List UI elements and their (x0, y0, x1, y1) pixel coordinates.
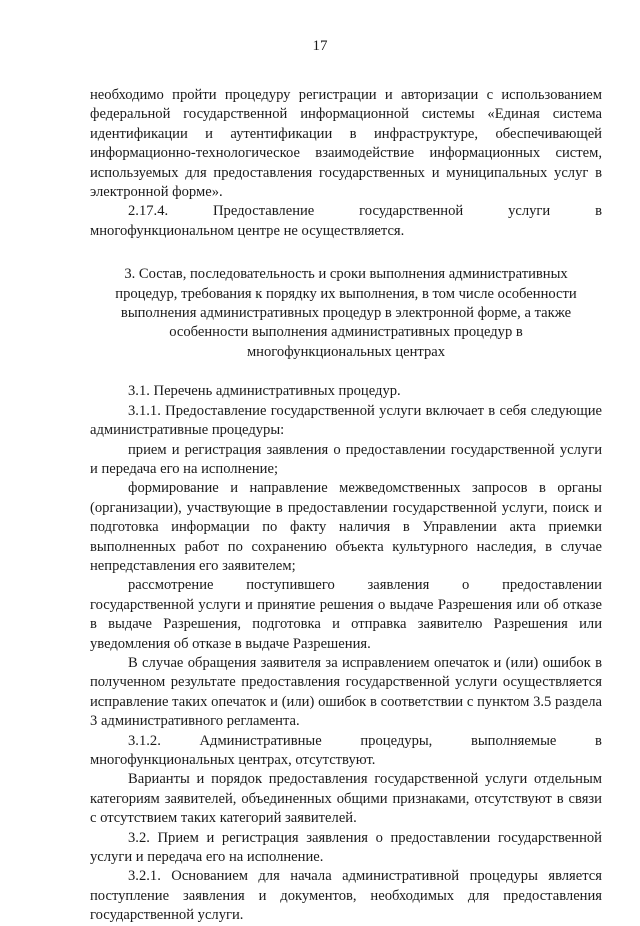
procedure-item-1: прием и регистрация заявления о предоставлении государственной услуги и передача его на исполнение; (90, 441, 602, 477)
page-number: 17 (312, 38, 328, 54)
procedure-item-3-word: предоставлении (502, 577, 602, 594)
item-2-17-4-word: услуги (508, 203, 551, 220)
paragraph-3-1-2-word: Административные (199, 732, 322, 749)
item-2-17-4-rest: многофункциональном центре не осуществляется. (90, 222, 405, 239)
paragraph-variants: Варианты и порядок предоставления государственной услуги отдельным категориям заявителей, объединенных общими признаками, отсутствуют в связи с отсутствием таких категорий заявителей. (90, 771, 602, 827)
paragraph-3-1-2-word: выполняемые (470, 732, 557, 749)
paragraph-3-1-1: 3.1.1. Предоставление государственной услуги включает в себя следующие административные процедуры: (90, 402, 602, 439)
paragraph-3-1-2-word: в (595, 732, 602, 749)
item-2-17-4-word: 2.17.4. (128, 203, 169, 220)
procedure-item-3-rest: государственной услуги и принятие решения о выдаче Разрешения или об отказе в выдаче Разрешения, подготовка и отправка заявителю Разрешения или уведомления об отказе в выдаче Разрешения. (90, 596, 602, 652)
document-body (90, 86, 602, 926)
item-2-17-4-word: государственной (359, 203, 464, 220)
paragraph-typos: В случае обращения заявителя за исправлением опечаток и (или) ошибок в полученном результате предоставления государственной услуги осуществляется исправление таких опечаток и (или) ошибок в соответствии с пунктом 3.5 раздела 3 административного регламента. (90, 654, 602, 730)
paragraph-3-2: 3.2. Прием и регистрация заявления о предоставлении государственной услуги и передача его на исполнение. (90, 829, 602, 866)
section-3-heading: 3. Состав, последовательность и сроки выполнения административных процедур, требования к порядку их выполнения, в том числе особенности выполнения административных процедур в электронной форме, а также особенности выполнения административных процедур в многофункциональных центрах (115, 266, 577, 360)
paragraph-3-2-1: 3.2.1. Основанием для начала административной процедуры является поступление заявления и документов, необходимых для предоставления государственной услуги. (90, 868, 602, 924)
paragraph-3-1-2-word: 3.1.2. (128, 732, 161, 749)
item-2-17-4-word: Предоставление (213, 203, 315, 220)
item-2-17-4-line (90, 202, 602, 221)
procedure-item-3-first-line (90, 576, 602, 595)
paragraph-3-1-2-word: процедуры, (360, 732, 433, 749)
procedure-item-2: формирование и направление межведомственных запросов в органы (организации), участвующие в предоставлении государственной услуги, поиск и подготовка информации по факту наличия в Управлении акта приемки выполненных работ по сохранению объекта культурного наследия, в случае непредставления его заявителем; (90, 480, 602, 574)
paragraph-3-1-2-first-line (90, 732, 602, 751)
item-2-17-4-word: в (595, 203, 602, 220)
procedure-item-3-word: заявления (367, 577, 430, 594)
intro-continuation-paragraph: необходимо пройти процедуру регистрации и авторизации с использованием федеральной государственной информационной системы «Единая система идентификации и аутентификации в инфраструктуре, обеспечивающей информационно-технологическое взаимодействие информационных систем, используемых для предоставления государственных и муниципальных услуг в электронной форме». (90, 87, 602, 201)
paragraph-3-1-2-rest: многофункциональных центрах, отсутствуют. (90, 752, 376, 768)
procedure-item-3-word: рассмотрение (128, 577, 214, 594)
procedure-item-3-word: о (462, 577, 470, 594)
procedure-item-3-word: поступившего (246, 577, 335, 594)
paragraph-3-1: 3.1. Перечень административных процедур. (128, 383, 401, 400)
